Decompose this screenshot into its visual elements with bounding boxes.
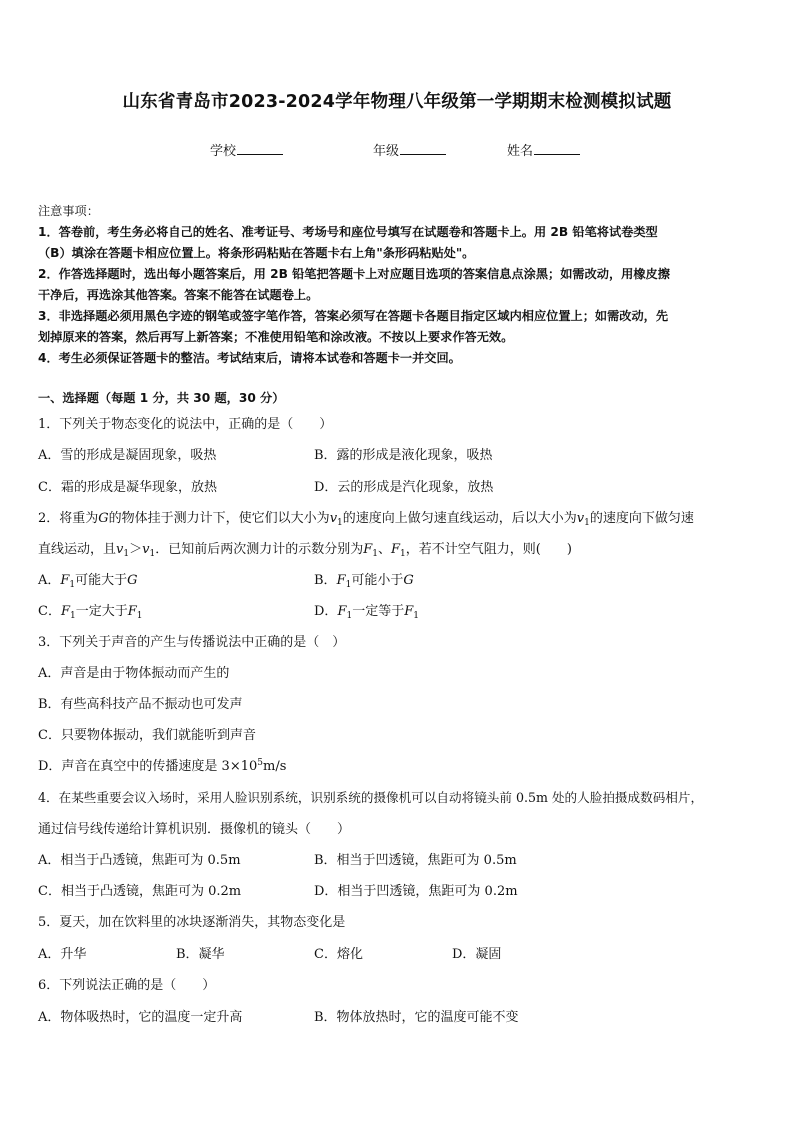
school-label: 学校 [210, 144, 237, 159]
q5-option-c[interactable]: C．熔化 [314, 947, 363, 962]
q4-option-b[interactable]: B．相当于凹透镜，焦距可为 0.5m [314, 853, 517, 868]
q4-stem-line-1: 4．在某些重要会议入场时，采用人脸识别系统，识别系统的摄像机可以自动将镜头前 0.5m 处的人脸拍摄成数码相片， [38, 790, 704, 805]
note-2-line-1: 2．作答选择题时，选出每小题答案后，用 2B 铅笔把答题卡上对应题目选项的答案信息点涂黑；如需改动，用橡皮擦 [38, 267, 670, 281]
q5-stem: 5．夏天，加在饮料里的冰块逐渐消失，其物态变化是 [38, 915, 346, 930]
q2-option-a[interactable]: A．$F_1$可能大于G [38, 573, 138, 590]
q2-option-c[interactable]: C．$F_1$一定大于$F_1$ [38, 604, 143, 621]
q2-option-d[interactable]: D．$F_1$一定等于$F_1$ [314, 604, 419, 621]
q6-option-b[interactable]: B．物体放热时，它的温度可能不变 [314, 1010, 519, 1025]
q6-option-a[interactable]: A．物体吸热时，它的温度一定升高 [38, 1010, 243, 1025]
q3-option-b[interactable]: B．有些高科技产品不振动也可发声 [38, 697, 243, 712]
note-4: 4．考生必须保证答题卡的整洁。考试结束后，请将本试卷和答题卡一并交回。 [38, 351, 461, 365]
var-G: G [98, 511, 109, 526]
section-1-heading: 一、选择题（每题 1 分，共 30 题，30 分） [38, 391, 285, 405]
q5-option-d[interactable]: D．凝固 [452, 947, 502, 962]
q1-stem: 1．下列关于物态变化的说法中，正确的是（ ） [38, 417, 333, 432]
q4-option-d[interactable]: D．相当于凹透镜，焦距可为 0.2m [314, 884, 518, 899]
name-blank[interactable] [534, 142, 580, 155]
page-title: 山东省青岛市2023-2024学年物理八年级第一学期期末检测模拟试题 [122, 92, 672, 112]
note-1-line-1: 1．答卷前，考生务必将自己的姓名、准考证号、考场号和座位号填写在试题卷和答题卡上。用 2B 铅笔将试卷类型 [38, 225, 658, 239]
q4-stem-line-2: 通过信号线传递给计算机识别．摄像机的镜头（ ） [38, 822, 351, 837]
q2-stem-line-2: 直线运动，且$v_1>v_1$．已知前后两次测力计的示数分别为$F_1$、$F_1$，若不计空气阻力，则( ) [38, 542, 572, 559]
q3-stem: 3．下列关于声音的产生与传播说法中正确的是（ ） [38, 635, 346, 650]
note-3-line-1: 3．非选择题必须用黑色字迹的钢笔或签字笔作答，答案必须写在答题卡各题目指定区域内相应位置上；如需改动，先 [38, 309, 669, 323]
q5-option-a[interactable]: A．升华 [38, 947, 87, 962]
school-field[interactable] [210, 140, 283, 159]
q1-option-c[interactable]: C．霜的形成是凝华现象，放热 [38, 480, 217, 495]
note-2-line-2: 干净后，再选涂其他答案。答案不能答在试题卷上。 [38, 288, 319, 302]
grade-label: 年级 [373, 144, 400, 159]
grade-blank[interactable] [400, 142, 446, 155]
note-3-line-2: 划掉原来的答案，然后再写上新答案；不准使用铅笔和涂改液。不按以上要求作答无效。 [38, 330, 514, 344]
q4-option-c[interactable]: C．相当于凸透镜，焦距可为 0.2m [38, 884, 242, 899]
name-field[interactable] [507, 140, 580, 159]
q2-stem-line-1: 2．将重为G的物体挂于测力计下，使它们以大小为$v_1$的速度向上做匀速直线运动，后以大小为$v_1$的速度向下做匀速 [38, 511, 694, 528]
q1-option-d[interactable]: D．云的形成是汽化现象，放热 [314, 480, 494, 495]
notes-heading: 注意事项： [38, 204, 99, 218]
q4-option-a[interactable]: A．相当于凸透镜，焦距可为 0.5m [38, 853, 241, 868]
q5-option-b[interactable]: B．凝华 [176, 947, 225, 962]
var-v1: v [329, 511, 338, 526]
q1-option-a[interactable]: A．雪的形成是凝固现象，吸热 [38, 448, 217, 463]
note-1-line-2: （B）填涂在答题卡相应位置上。将条形码粘贴在答题卡右上角"条形码粘贴处"。 [38, 246, 475, 260]
school-blank[interactable] [237, 142, 283, 155]
q3-option-a[interactable]: A．声音是由于物体振动而产生的 [38, 666, 230, 681]
name-label: 姓名 [507, 144, 534, 159]
q1-option-b[interactable]: B．露的形成是液化现象，吸热 [314, 448, 493, 463]
grade-field[interactable] [373, 140, 446, 159]
var-F1: F [363, 542, 373, 557]
q6-stem: 6．下列说法正确的是（ ） [38, 978, 216, 993]
q3-option-d[interactable]: D．声音在真空中的传播速度是 $3\times 10^5m/s$ [38, 758, 287, 774]
q2-option-b[interactable]: B．$F_1$可能小于G [314, 573, 414, 590]
q3-option-c[interactable]: C．只要物体振动，我们就能听到声音 [38, 728, 256, 743]
